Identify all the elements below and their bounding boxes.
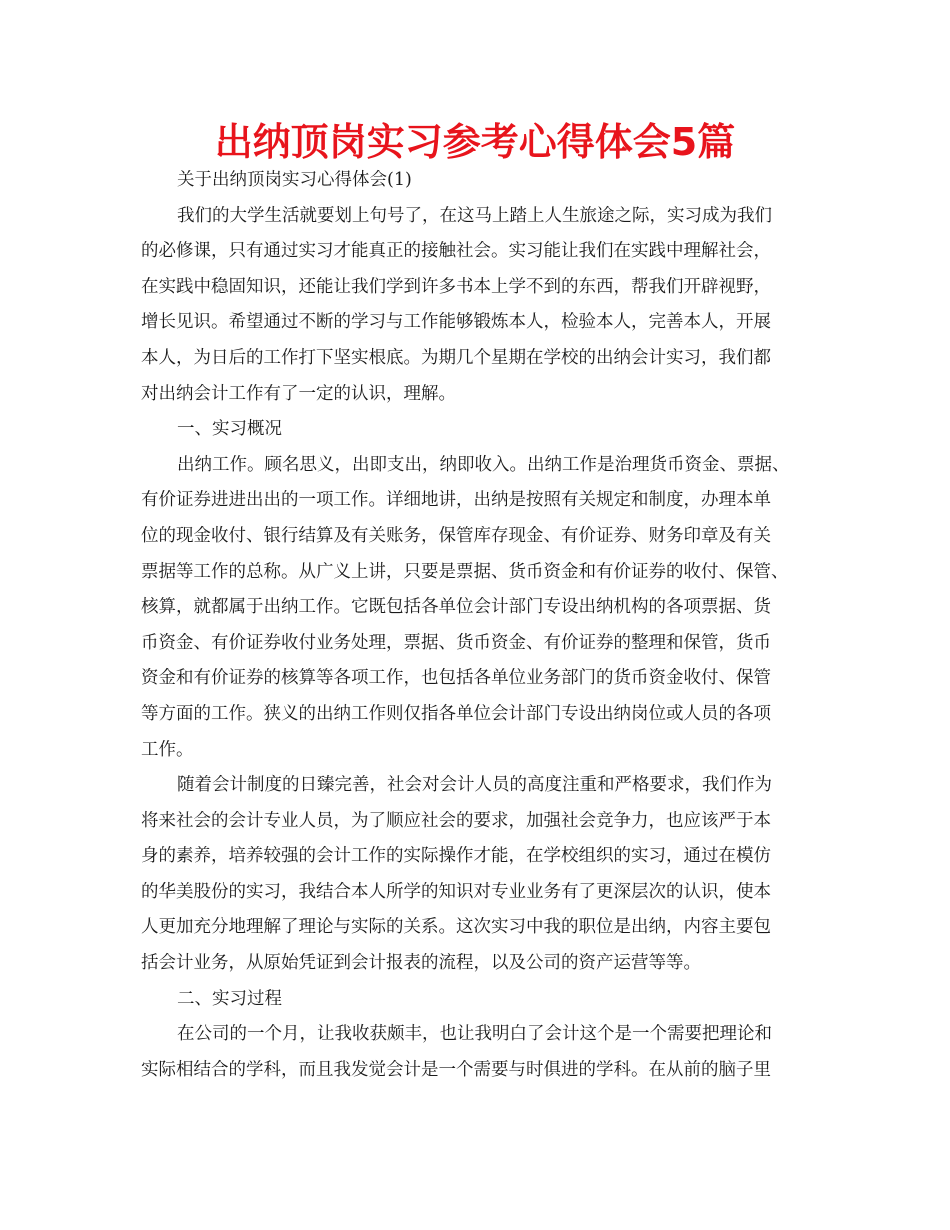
document-title: 出纳顶岗实习参考心得体会5篇 [214,120,736,164]
text-line: 增长见识。希望通过不断的学习与工作能够锻炼本人，检验本人，完善本人，开展 [141,312,771,333]
text-line: 关于出纳顶岗实习心得体会(1) [177,170,412,190]
text-line: 核算，就都属于出纳工作。它既包括各单位会计部门专设出纳机构的各项票据、货 [141,597,771,618]
text-line: 票据等工作的总称。从广义上讲，只要是票据、货币资金和有价证券的收付、保管、 [141,561,789,582]
text-line: 的华美股份的实习，我结合本人所学的知识对专业业务有了更深层次的认识，使本 [141,881,771,902]
text-line: 出纳工作。顾名思义，出即支出，纳即收入。出纳工作是治理货币资金、票据、 [177,454,790,475]
text-line: 工作。 [141,739,194,760]
text-line: 人更加充分地理解了理论与实际的关系。这次实习中我的职位是出纳，内容主要包 [141,917,771,938]
text-line: 实际相结合的学科，而且我发觉会计是一个需要与时俱进的学科。在从前的脑子里 [141,1059,771,1080]
text-line: 资金和有价证券的核算等各项工作，也包括各单位业务部门的货币资金收付、保管 [141,668,771,689]
text-line: 有价证券进进出出的一项工作。详细地讲，出纳是按照有关规定和制度，办理本单 [141,490,771,511]
text-line: 在实践中稳固知识，还能让我们学到许多书本上学不到的东西，帮我们开辟视野， [141,276,771,297]
text-line: 括会计业务，从原始凭证到会计报表的流程，以及公司的资产运营等等。 [141,953,701,974]
text-line: 将来社会的会计专业人员，为了顺应社会的要求，加强社会竞争力，也应该严于本 [141,810,771,831]
text-line: 等方面的工作。狭义的出纳工作则仅指各单位会计部门专设出纳岗位或人员的各项 [141,703,771,724]
text-line: 的必修课，只有通过实习才能真正的接触社会。实习能让我们在实践中理解社会， [141,241,771,262]
text-line: 一、实习概况 [177,419,282,440]
text-line: 身的素养，培养较强的会计工作的实际操作才能，在学校组织的实习，通过在模仿 [141,846,771,867]
text-line: 位的现金收付、银行结算及有关账务，保管库存现金、有价证券、财务印章及有关 [141,525,771,546]
text-line: 二、实习过程 [177,988,282,1009]
document-body [141,163,821,1088]
text-line: 币资金、有价证券收付业务处理，票据、货币资金、有价证券的整理和保管，货币 [141,632,771,653]
text-line: 我们的大学生活就要划上句号了，在这马上踏上人生旅途之际，实习成为我们 [177,205,772,226]
text-line: 对出纳会计工作有了一定的认识，理解。 [141,383,456,404]
text-line: 随着会计制度的日臻完善，社会对会计人员的高度注重和严格要求，我们作为 [177,775,772,796]
text-line: 在公司的一个月，让我收获颇丰，也让我明白了会计这个是一个需要把理论和 [177,1024,772,1045]
text-line: 本人，为日后的工作打下坚实根底。为期几个星期在学校的出纳会计实习，我们都 [141,347,771,368]
